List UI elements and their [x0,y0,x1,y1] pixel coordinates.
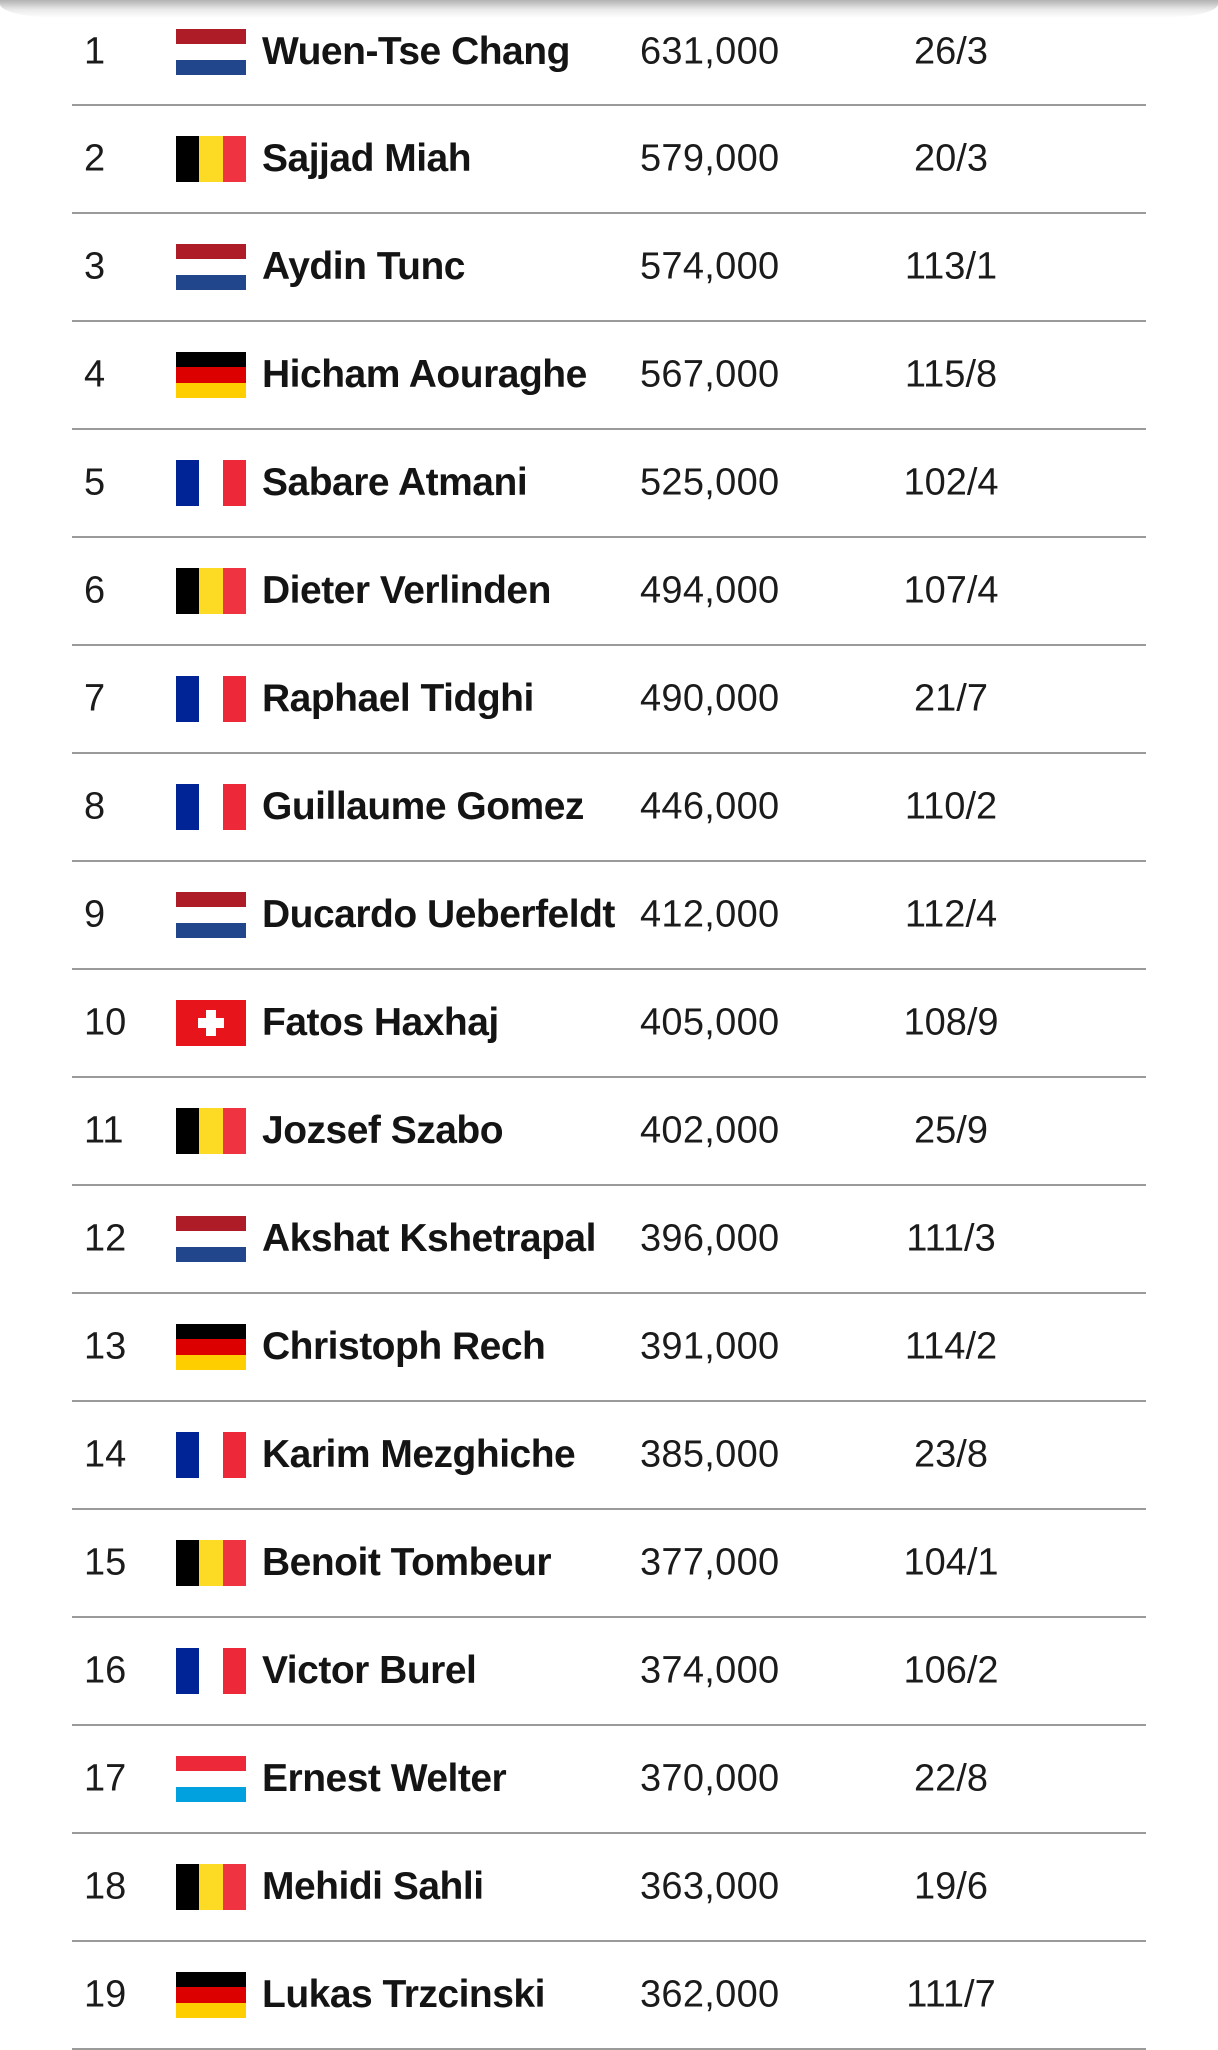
player-name: Aydin Tunc [262,245,465,288]
rank-number: 9 [84,893,106,936]
table-row[interactable] [72,1726,1146,1834]
rank-number: 15 [84,1541,127,1584]
ratio-value: 111/3 [906,1217,996,1260]
belgium-flag-icon [176,1108,246,1154]
amount-value: 362,000 [640,1973,780,2016]
ratio-value: 104/1 [903,1541,999,1584]
player-name: Sajjad Miah [262,137,472,180]
france-flag-icon [176,676,246,722]
table-row[interactable] [72,754,1146,862]
ratio-value: 115/8 [904,353,998,396]
player-name: Christoph Rech [262,1325,546,1368]
ratio-value: 22/8 [914,1757,988,1800]
rank-number: 6 [84,569,106,612]
ranking-table [72,0,1146,2050]
amount-value: 405,000 [640,1001,780,1044]
ratio-value: 20/3 [914,137,988,180]
table-row[interactable] [72,1834,1146,1942]
table-row[interactable] [72,1078,1146,1186]
belgium-flag-icon [176,1864,246,1910]
rank-number: 7 [84,677,106,720]
player-name: Mehidi Sahli [262,1865,484,1908]
ratio-value: 102/4 [903,461,999,504]
table-row[interactable] [72,538,1146,646]
player-name: Lukas Trzcinski [262,1973,545,2016]
amount-value: 490,000 [640,677,780,720]
ratio-value: 21/7 [914,677,988,720]
player-name: Raphael Tidghi [262,677,534,720]
amount-value: 402,000 [640,1109,780,1152]
rank-number: 3 [84,245,106,288]
germany-flag-icon [176,352,246,398]
player-name: Ernest Welter [262,1757,507,1800]
player-name: Guillaume Gomez [262,785,584,828]
amount-value: 391,000 [640,1325,780,1368]
france-flag-icon [176,784,246,830]
rank-number: 4 [84,353,106,396]
netherlands-flag-icon [176,1216,246,1262]
rank-number: 16 [84,1649,127,1692]
netherlands-flag-icon [176,29,246,75]
amount-value: 370,000 [640,1757,780,1800]
table-row[interactable] [72,106,1146,214]
amount-value: 574,000 [640,245,780,288]
amount-value: 363,000 [640,1865,780,1908]
ratio-value: 110/2 [904,785,998,828]
player-name: Ducardo Ueberfeldt [262,893,615,936]
table-row[interactable] [72,0,1146,106]
netherlands-flag-icon [176,892,246,938]
table-row[interactable] [72,322,1146,430]
player-name: Sabare Atmani [262,461,528,504]
player-name: Benoit Tombeur [262,1541,552,1584]
amount-value: 494,000 [640,569,780,612]
table-row[interactable] [72,1402,1146,1510]
amount-value: 567,000 [640,353,780,396]
ratio-value: 108/9 [903,1001,999,1044]
table-row[interactable] [72,1510,1146,1618]
rank-number: 18 [84,1865,127,1908]
belgium-flag-icon [176,136,246,182]
amount-value: 374,000 [640,1649,780,1692]
rank-number: 17 [84,1757,127,1800]
ratio-value: 23/8 [914,1433,988,1476]
rank-number: 12 [84,1217,127,1260]
player-name: Hicham Aouraghe [262,353,587,396]
rank-number: 5 [84,461,106,504]
ratio-value: 19/6 [914,1865,988,1908]
rank-number: 14 [84,1433,127,1476]
amount-value: 385,000 [640,1433,780,1476]
netherlands-flag-icon [176,244,246,290]
ratio-value: 107/4 [903,569,999,612]
rank-number: 11 [84,1109,124,1152]
amount-value: 446,000 [640,785,780,828]
rank-number: 19 [84,1973,127,2016]
rank-number: 10 [84,1001,127,1044]
luxembourg-flag-icon [176,1756,246,1802]
table-row[interactable] [72,1618,1146,1726]
switzerland-flag-icon [176,1000,246,1046]
table-row[interactable] [72,1294,1146,1402]
table-row[interactable] [72,1942,1146,2050]
table-row[interactable] [72,214,1146,322]
amount-value: 377,000 [640,1541,780,1584]
amount-value: 631,000 [640,30,780,73]
rank-number: 2 [84,137,106,180]
rank-number: 8 [84,785,106,828]
table-row[interactable] [72,862,1146,970]
belgium-flag-icon [176,1540,246,1586]
ratio-value: 113/1 [904,245,998,288]
germany-flag-icon [176,1972,246,2018]
player-name: Wuen-Tse Chang [262,30,570,73]
player-name: Akshat Kshetrapal [262,1217,596,1260]
player-name: Fatos Haxhaj [262,1001,499,1044]
france-flag-icon [176,1648,246,1694]
player-name: Victor Burel [262,1649,477,1692]
amount-value: 396,000 [640,1217,780,1260]
ratio-value: 114/2 [904,1325,998,1368]
table-row[interactable] [72,646,1146,754]
belgium-flag-icon [176,568,246,614]
amount-value: 412,000 [640,893,780,936]
germany-flag-icon [176,1324,246,1370]
rank-number: 13 [84,1325,127,1368]
ratio-value: 112/4 [904,893,998,936]
player-name: Jozsef Szabo [262,1109,504,1152]
france-flag-icon [176,460,246,506]
table-row[interactable] [72,1186,1146,1294]
ratio-value: 111/7 [906,1973,996,2016]
table-row[interactable] [72,970,1146,1078]
amount-value: 525,000 [640,461,780,504]
amount-value: 579,000 [640,137,780,180]
player-name: Karim Mezghiche [262,1433,576,1476]
ratio-value: 26/3 [914,30,988,73]
player-name: Dieter Verlinden [262,569,551,612]
table-row[interactable] [72,430,1146,538]
ratio-value: 106/2 [903,1649,999,1692]
rank-number: 1 [84,30,106,73]
ratio-value: 25/9 [914,1109,988,1152]
france-flag-icon [176,1432,246,1478]
